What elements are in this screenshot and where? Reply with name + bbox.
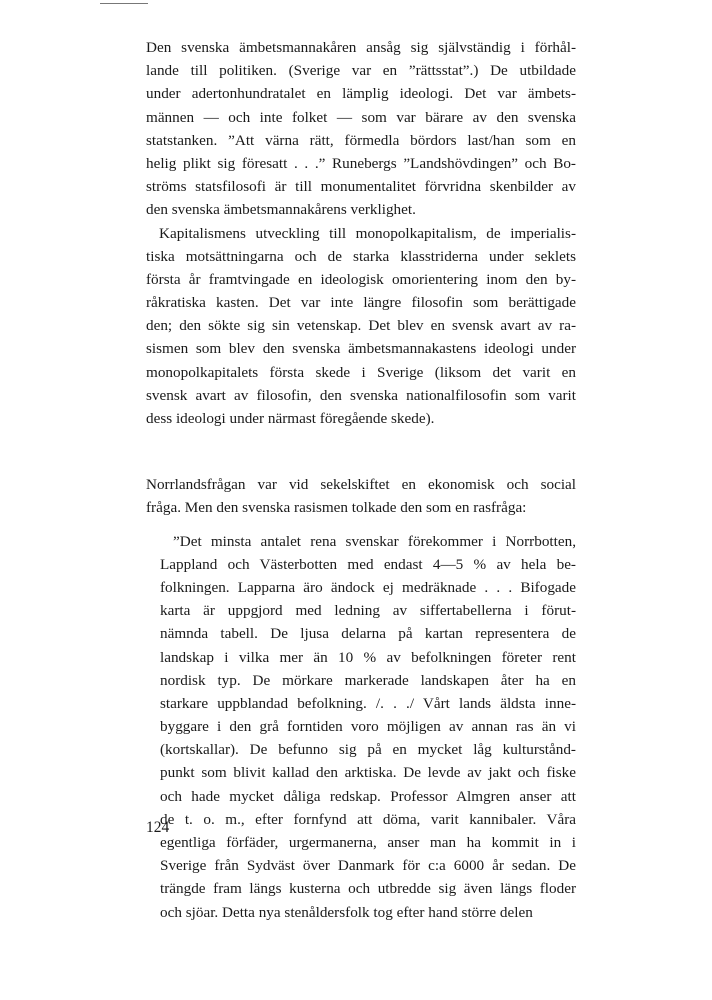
text-line: ”Det minsta antalet rena svenskar förekommer i Norrbotten, [173, 532, 576, 550]
text-line: landskap i vilka mer än 10 % av befolkningen företer rent [160, 648, 576, 666]
paragraph-2 [146, 222, 576, 431]
text-line: starkare uppblandad befolkning. /. . ./ Vårt lands äldsta inne- [160, 694, 576, 712]
text-line: svensk avart av filosofin, den svenska nationalfilosofin som varit [146, 386, 576, 404]
text-line: ströms statsfilosofi är till monumentalitet förvridna skenbilder av [146, 178, 576, 196]
page-number: 124 [146, 819, 170, 836]
text-line: tiska motsättningarna och de starka klasstriderna under seklets [146, 247, 576, 265]
text-line: den svenska ämbetsmannakårens verklighet. [146, 201, 416, 219]
text-line: nämnda tabell. De ljusa delarna på kartan representera de [160, 625, 576, 643]
text-line: under adertonhundratalet en lämplig ideologi. Det var ämbets- [146, 85, 576, 103]
text-line: Norrlandsfrågan var vid sekelskiftet en ekonomisk och social [146, 476, 576, 494]
text-line: och hade mycket dåliga redskap. Professor Almgren anser att [160, 787, 576, 805]
text-line: sismen som blev den svenska ämbetsmannakastens ideologi under [146, 340, 576, 358]
text-line: (kortskallar). De befunno sig på en mycket låg kulturstånd- [160, 741, 576, 759]
text-line: karta är uppgjord med ledning av siffertabellerna i förut- [160, 602, 576, 620]
text-line: nordisk typ. De mörkare markerade landskapen åter ha en [160, 671, 576, 689]
text-line: och sjöar. Detta nya stenåldersfolk tog efter hand större delen [160, 903, 533, 921]
section-break [146, 430, 576, 473]
text-line: Kapitalismens utveckling till monopolkapitalism, de imperialis- [159, 224, 576, 242]
text-line: Sverige från Sydväst över Danmark för c:a 6000 år sedan. De [160, 857, 576, 875]
text-line: helig plikt sig föresatt . . .” Runebergs ”Landshövdingen” och Bo- [146, 154, 576, 172]
text-line: trängde fram längs kusterna och utbredde sig även längs floder [160, 880, 576, 898]
paragraph-1 [146, 36, 576, 222]
text-line: Lappland och Västerbotten med endast 4—5 % av hela be- [160, 555, 576, 573]
text-line: männen — och inte folket — som var bärare av den svenska [146, 108, 576, 126]
text-line: första år framtvingade en ideologisk omorientering inom den by- [146, 270, 576, 288]
text-line: de t. o. m., efter fornfynd att döma, varit kannibaler. Våra [160, 810, 576, 828]
text-line: punkt som blivit kallad den arktiska. De levde av jakt och fiske [160, 764, 576, 782]
text-line: folkningen. Lapparna äro ändock ej medräknade . . . Bifogade [160, 578, 576, 596]
text-line: egentliga förfäder, urgermanerna, anser man ha kommit in i [160, 834, 576, 851]
text-line: Den svenska ämbetsmannakåren ansåg sig självständig i förhål- [146, 39, 576, 56]
text-line: den; den sökte sig sin vetenskap. Det blev en svensk avart av ra- [146, 317, 576, 335]
text-line: lande till politiken. (Sverige var en ”rättsstat”.) De utbildade [146, 62, 576, 80]
block-quote [160, 530, 576, 924]
text-line: byggare i den grå forntiden voro möjligen av annan ras än vi [160, 718, 576, 736]
text-line: statstanken. ”Att värna rätt, förmedla bördors last/han som en [146, 131, 576, 149]
corner-rule [100, 3, 148, 4]
text-line: fråga. Men den svenska rasismen tolkade den som en rasfråga: [146, 499, 527, 517]
paragraph-3 [146, 473, 576, 519]
text-line: råkratiska kasten. Det var inte längre filosofin som berättigade [146, 294, 576, 312]
text-line: dess ideologi under närmast föregående skede). [146, 410, 435, 427]
text-line: monopolkapitalets första skede i Sverige (liksom det varit en [146, 363, 576, 381]
page-body [146, 36, 576, 924]
